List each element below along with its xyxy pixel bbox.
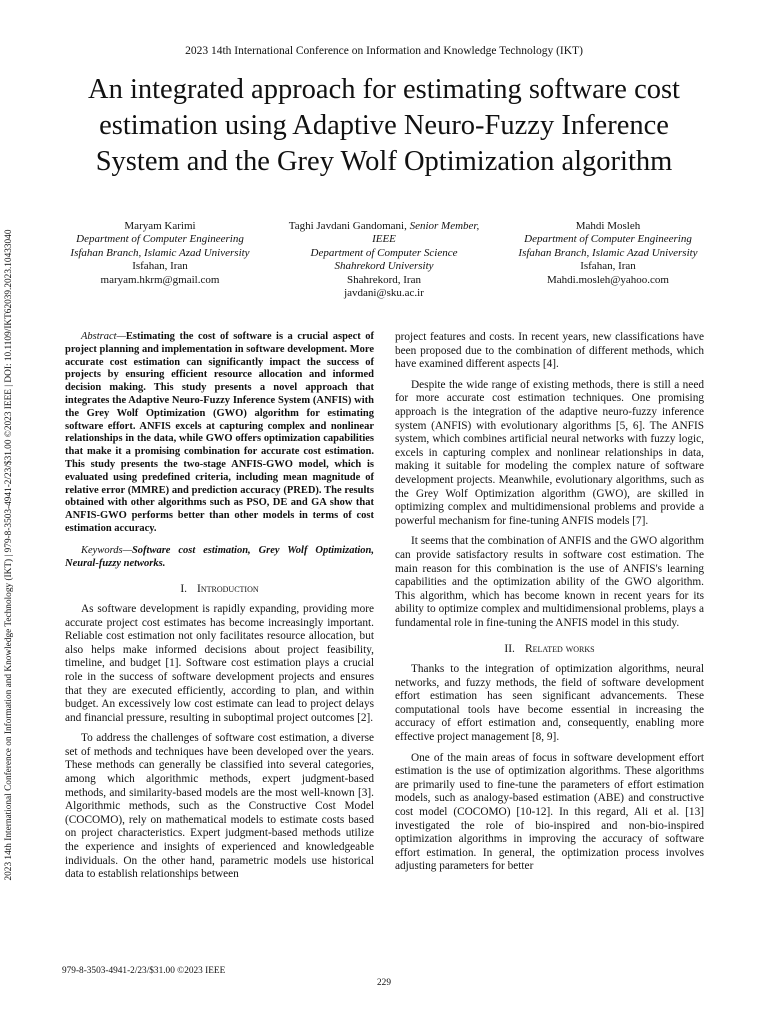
paragraph: Despite the wide range of existing methods, there is still a need for more accurate cost estimation techniques. One promising approach is the integration of the adaptive neuro-fuzzy inference system (ANFIS) with evolutionary algorithms [5, 6]. The ANFIS system, which combines artificial neural networks with fuzzy logic, excels in capturing complex and nonlinear relationships in data, making it suitable for modeling the complex nature of software development projects. Meanwhile, evolutionary algorithms, such as the Grey Wolf Optimization algorithm (GWO), are skilled in optimizing complex and multidimensional problems and provide a powerful mechanism for fine-tuning ANFIS models [7]. [395, 378, 704, 527]
section-number: II. [504, 643, 515, 656]
abstract-label: Abstract— [81, 331, 126, 342]
section-title: Related works [524, 643, 595, 656]
side-margin-doi: 2023 14th International Conference on Information and Knowledge Technology (IKT) | 979-8-3503-4941-2/23/$31.00 ©2023 IEEE | DOI: 10.1109/IKT62039.2023.10433040 [4, 229, 14, 881]
author-name: Taghi Javdani Gandomani, [288, 220, 407, 232]
author-name-line [270, 220, 498, 233]
author-email: maryam.hkrm@gmail.com [100, 273, 220, 286]
author-email: Mahdi.mosleh@yahoo.com [547, 273, 669, 286]
author-affiliation: Isfahan Branch, Islamic Azad University [518, 246, 698, 259]
section-heading-related-works [395, 643, 704, 657]
author-city: Shahrekord, Iran [347, 273, 421, 286]
abstract [65, 331, 374, 536]
paragraph: As software development is rapidly expanding, providing more accurate project cost estimates has become increasingly important. Reliable cost estimation not only facilitates resource allocation, but also helps make informed decisions about project feasibility, timeline, and budget [1]. Software cost estimation plays a crucial role in the success of software development projects and ensures that they are executed efficiently, according to plan, and within budget. An excessively low cost estimate can lead to project delays and financial pressure, resulting in suboptimal project outcomes [2]. [65, 602, 374, 724]
abstract-text: Estimating the cost of software is a crucial aspect of project planning and implementation in software development. More accurate cost estimation can significantly impact the success of projects by ensuring efficient resource allocation and informed decision making. This study presents a novel approach that integrates the Adaptive Neuro-Fuzzy Inference System (ANFIS) with the Grey Wolf Optimization (GWO) algorithm for estimating software effort. ANFIS excels at capturing complex and nonlinear relationships in the data, while GWO offers optimization capabilities that make it a promising combination for accurate cost estimation. This study presents the two-stage ANFIS-GWO model, which is evaluated using predefined criteria, including mean magnitude of relative error (MMRE) and prediction accuracy (PRED). The results obtained with other algorithms such as PSO, DE and GA show that ANFIS-GWO performs better than other models in terms of cost estimation accuracy. [65, 331, 374, 534]
paragraph: To address the challenges of software cost estimation, a diverse set of methods and techniques have been developed over the years. These methods can generally be classified into several categories, among which algorithmic methods, expert judgment-based methods, and similarity-based models are the most well-known [3]. Algorithmic methods, such as the Constructive Cost Model (COCOMO), rely on mathematical models to estimate costs based on project characteristics. Expert judgment-based methods utilize the experience and insights of experienced and knowledgeable individuals. On the other hand, parametric models use historical data to establish relationships between [65, 732, 374, 881]
keywords-text: Software cost estimation, Grey Wolf Optimization, Neural-fuzzy networks. [65, 544, 374, 569]
title-line: An integrated approach for estimating software cost [88, 74, 680, 105]
section-heading-introduction [65, 583, 374, 597]
author-membership: Senior Member, [409, 220, 480, 232]
author-city: Isfahan, Iran [132, 260, 188, 273]
author-department: Department of Computer Science [310, 246, 458, 259]
keywords-label: Keywords— [81, 544, 132, 556]
author-city: Isfahan, Iran [580, 260, 636, 273]
keywords [65, 545, 374, 571]
page-number: 229 [377, 978, 391, 988]
title-line: System and the Grey Wolf Optimization algorithm [95, 146, 673, 177]
paragraph: project features and costs. In recent years, new classifications have been proposed due to the combination of different methods, which have examined different aspects [4]. [395, 331, 704, 371]
conference-header: 2023 14th International Conference on Information and Knowledge Technology (IKT) [185, 45, 583, 57]
author-department: Department of Computer Engineering [76, 233, 244, 246]
author-name: Maryam Karimi [124, 220, 196, 232]
author-2 [270, 220, 498, 300]
author-department: Department of Computer Engineering [524, 233, 692, 246]
right-column [395, 331, 704, 874]
author-organization: IEEE [372, 233, 396, 246]
author-affiliation: Shahrekord University [334, 260, 434, 273]
left-column [65, 331, 374, 882]
author-affiliation: Isfahan Branch, Islamic Azad University [70, 246, 250, 259]
paper-title [40, 72, 728, 180]
author-1 [40, 220, 280, 287]
title-line: estimation using Adaptive Neuro-Fuzzy Inference [99, 110, 669, 141]
footer-isbn: 979-8-3503-4941-2/23/$31.00 ©2023 IEEE [62, 966, 226, 976]
paragraph: Thanks to the integration of optimization algorithms, neural networks, and fuzzy methods, the field of software development effort estimation has seen significant advancements. These computational tools have become essential in increasing the accuracy of effort estimation and, consequently, enabling more effective project management [8, 9]. [395, 663, 704, 744]
section-title: Introduction [197, 583, 259, 596]
paragraph: It seems that the combination of ANFIS and the GWO algorithm can provide satisfactory results in software cost estimation. The main reason for this combination is the use of ANFIS's learning capabilities and the optimization ability of the GWO algorithm. This algorithm, which has become known in recent years for its ability to optimize complex and multidimensional problems, plays a fundamental role in fine-tuning the ANFIS model in this study. [395, 535, 704, 629]
author-name: Mahdi Mosleh [575, 220, 641, 232]
section-number: I. [180, 583, 188, 596]
author-3 [488, 220, 728, 287]
author-email: javdani@sku.ac.ir [344, 287, 424, 300]
paragraph: One of the main areas of focus in software development effort estimation is the use of optimization algorithms. These algorithms are primarily used to fine-tune the parameters of effort estimation models, such as analogy-based estimation (ABE) and constructive cost model (COCOMO) [10-12]. In this regard, Ali et al. [13] investigated the role of bio-inspired and non-bio-inspired optimization algorithms in improving the accuracy of software effort estimation. In general, the optimization process involves adjusting parameters for better [395, 751, 704, 873]
